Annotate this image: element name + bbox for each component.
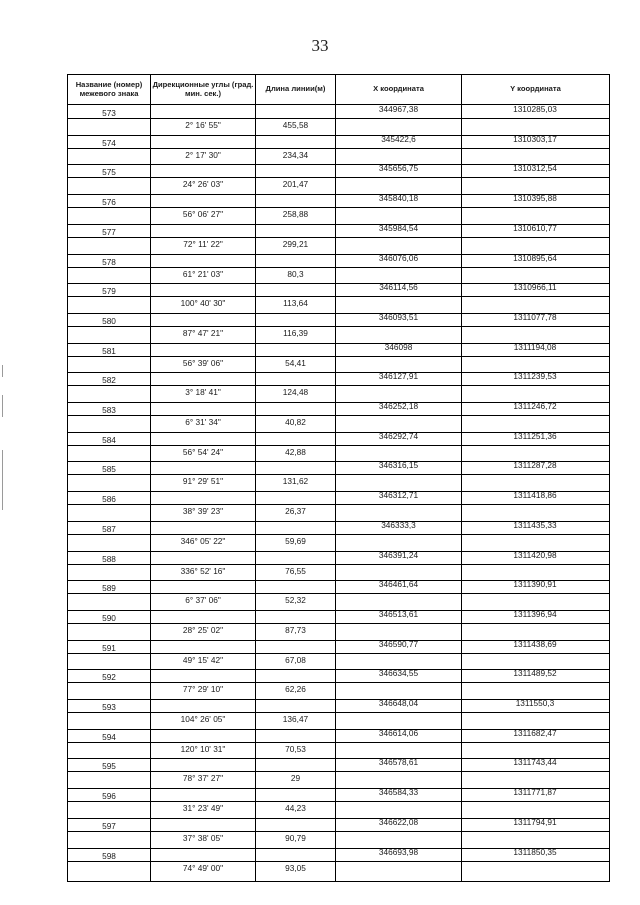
x-coordinate-cell: 346333,3 <box>381 519 416 530</box>
row-divider <box>68 593 609 594</box>
row-divider <box>68 742 609 743</box>
table-row <box>68 640 609 670</box>
y-coordinate-cell: 1311287,28 <box>513 460 557 471</box>
table-row <box>68 848 609 878</box>
point-name-cell: 573 <box>102 108 116 118</box>
y-coordinate-cell: 1311420,98 <box>513 549 557 560</box>
y-coordinate-cell: 1311246,72 <box>513 401 557 411</box>
line-length-cell: 29 <box>290 773 301 784</box>
line-length-cell: 455,58 <box>282 120 309 130</box>
line-length-cell: 54,41 <box>285 357 306 368</box>
row-divider <box>68 712 609 713</box>
table-row <box>68 758 609 788</box>
x-coordinate-cell: 346693,98 <box>378 846 419 857</box>
table-row <box>68 254 609 284</box>
point-name-cell: 594 <box>102 731 116 742</box>
direction-angle-cell: 61° 21' 03" <box>182 268 224 279</box>
line-length-cell: 201,47 <box>282 179 309 190</box>
y-coordinate-cell: 1311771,87 <box>513 787 557 798</box>
x-coordinate-cell: 345840,18 <box>378 193 419 204</box>
table-row <box>68 669 609 699</box>
x-coordinate-cell: 346312,71 <box>378 490 419 501</box>
table-row <box>68 105 609 135</box>
y-coordinate-cell: 1310303,17 <box>513 133 557 144</box>
point-name-cell: 597 <box>102 820 116 831</box>
point-name-cell: 584 <box>102 434 116 445</box>
line-length-cell: 52,32 <box>285 595 306 606</box>
x-coordinate-cell: 345422,6 <box>381 133 416 144</box>
point-name-cell: 596 <box>102 791 116 802</box>
point-name-cell: 576 <box>102 197 116 208</box>
header-line-length: Длина линии(м) <box>256 75 336 105</box>
row-divider <box>68 148 609 149</box>
x-coordinate-cell: 344967,38 <box>378 104 419 114</box>
direction-angle-cell: 24° 26' 03" <box>182 179 224 190</box>
y-coordinate-cell: 1311550,3 <box>515 698 555 708</box>
line-length-cell: 299,21 <box>282 238 309 249</box>
direction-angle-cell: 56° 06' 27" <box>182 209 224 220</box>
line-length-cell: 93,05 <box>285 862 306 873</box>
line-length-cell: 70,53 <box>285 743 306 754</box>
point-name-cell: 586 <box>102 494 116 505</box>
x-coordinate-cell: 346614,06 <box>378 727 419 738</box>
y-coordinate-cell: 1311850,35 <box>513 846 557 857</box>
line-length-cell: 44,23 <box>285 803 306 814</box>
point-name-cell: 598 <box>102 850 116 861</box>
direction-angle-cell: 3° 18' 41" <box>185 387 221 398</box>
point-name-cell: 574 <box>102 137 116 148</box>
x-coordinate-cell: 346076,06 <box>378 252 419 263</box>
x-coordinate-cell: 345656,75 <box>378 163 419 174</box>
table-row <box>68 699 609 729</box>
x-coordinate-cell: 346578,61 <box>378 757 419 768</box>
line-length-cell: 90,79 <box>285 832 306 843</box>
direction-angle-cell: 100° 40' 30" <box>180 298 226 309</box>
y-coordinate-cell: 1311239,53 <box>513 371 557 382</box>
table-row <box>68 818 609 848</box>
point-name-cell: 575 <box>102 167 116 178</box>
row-divider <box>68 118 609 119</box>
table-row <box>68 194 609 224</box>
boundary-coordinates-table <box>67 74 610 882</box>
direction-angle-cell: 49° 15' 42" <box>182 654 224 665</box>
page-number: 33 <box>311 36 329 55</box>
direction-angle-cell: 56° 54' 24" <box>182 446 224 457</box>
line-length-cell: 131,62 <box>282 476 309 487</box>
table-row <box>68 461 609 491</box>
table-row <box>68 313 609 343</box>
header-y-coordinate: Y координата <box>462 75 609 105</box>
line-length-cell: 124,48 <box>282 387 309 398</box>
table-row <box>68 521 609 551</box>
row-divider <box>68 504 609 505</box>
point-name-cell: 591 <box>102 642 116 653</box>
direction-angle-cell: 2° 16' 55" <box>185 120 221 130</box>
x-coordinate-cell: 346584,33 <box>378 787 419 798</box>
line-length-cell: 40,82 <box>285 417 306 427</box>
line-length-cell: 67,08 <box>285 654 306 665</box>
row-divider <box>68 801 609 802</box>
direction-angle-cell: 78° 37' 27" <box>182 773 224 784</box>
y-coordinate-cell: 1310895,64 <box>513 252 557 263</box>
row-divider <box>68 267 609 268</box>
x-coordinate-cell: 346590,77 <box>378 638 419 649</box>
y-coordinate-cell: 1311682,47 <box>513 727 557 738</box>
y-coordinate-cell: 1310395,88 <box>513 193 557 204</box>
row-divider <box>68 682 609 683</box>
line-length-cell: 87,73 <box>285 624 306 635</box>
row-divider <box>68 326 609 327</box>
y-coordinate-cell: 1311489,52 <box>513 668 557 679</box>
y-coordinate-cell: 1311418,86 <box>513 490 557 501</box>
direction-angle-cell: 38° 39' 23" <box>182 506 224 517</box>
line-length-cell: 136,47 <box>282 714 309 724</box>
point-name-cell: 578 <box>102 256 116 267</box>
table-row <box>68 491 609 521</box>
row-divider <box>68 831 609 832</box>
row-divider <box>68 564 609 565</box>
direction-angle-cell: 346° 05' 22" <box>180 535 226 546</box>
x-coordinate-cell: 345984,54 <box>378 222 419 233</box>
x-coordinate-cell: 346127,91 <box>378 371 419 382</box>
line-length-cell: 42,88 <box>285 446 306 457</box>
line-length-cell: 62,26 <box>285 684 306 695</box>
y-coordinate-cell: 1310966,11 <box>513 282 557 293</box>
table-row <box>68 729 609 759</box>
x-coordinate-cell: 346622,08 <box>378 816 419 827</box>
row-divider <box>68 415 609 416</box>
x-coordinate-cell: 346391,24 <box>378 549 419 560</box>
y-coordinate-cell: 1310285,03 <box>513 104 557 114</box>
x-coordinate-cell: 346316,15 <box>378 460 419 471</box>
y-coordinate-cell: 1311396,94 <box>513 608 557 619</box>
point-name-cell: 588 <box>102 553 116 564</box>
row-divider <box>68 296 609 297</box>
table-row <box>68 224 609 254</box>
direction-angle-cell: 91° 29' 51" <box>182 476 224 487</box>
x-coordinate-cell: 346098 <box>384 341 413 352</box>
row-divider <box>68 623 609 624</box>
point-name-cell: 582 <box>102 375 116 386</box>
x-coordinate-cell: 346648,04 <box>378 698 419 708</box>
table-row <box>68 551 609 581</box>
row-divider <box>68 207 609 208</box>
x-coordinate-cell: 346513,61 <box>378 608 419 619</box>
scan-margin-mark <box>2 395 3 417</box>
row-divider <box>68 237 609 238</box>
point-name-cell: 587 <box>102 523 116 534</box>
y-coordinate-cell: 1310312,54 <box>513 163 557 174</box>
direction-angle-cell: 2° 17' 30" <box>185 149 221 160</box>
y-coordinate-cell: 1311077,78 <box>513 311 557 322</box>
y-coordinate-cell: 1311194,08 <box>513 341 557 352</box>
point-name-cell: 595 <box>102 761 116 772</box>
direction-angle-cell: 6° 37' 06" <box>185 595 221 606</box>
x-coordinate-cell: 346461,64 <box>378 579 419 590</box>
y-coordinate-cell: 1311438,69 <box>513 638 557 649</box>
point-name-cell: 583 <box>102 405 116 415</box>
scan-margin-mark <box>2 450 3 510</box>
line-length-cell: 116,39 <box>283 327 308 338</box>
point-name-cell: 589 <box>102 583 116 594</box>
line-length-cell: 76,55 <box>285 565 306 576</box>
table-row <box>68 135 609 165</box>
table-row <box>68 283 609 313</box>
header-x-coordinate: X координата <box>336 75 462 105</box>
table-row <box>68 372 609 402</box>
x-coordinate-cell: 346634,55 <box>378 668 419 679</box>
direction-angle-cell: 336° 52' 16" <box>180 565 226 576</box>
line-length-cell: 59,69 <box>285 535 306 546</box>
row-divider <box>68 356 609 357</box>
y-coordinate-cell: 1311743,44 <box>513 757 557 768</box>
direction-angle-cell: 28° 25' 02" <box>182 624 224 635</box>
table-row <box>68 610 609 640</box>
table-row <box>68 402 609 432</box>
x-coordinate-cell: 346093,51 <box>378 311 419 322</box>
table-row <box>68 580 609 610</box>
direction-angle-cell: 31° 23' 49" <box>182 803 224 814</box>
direction-angle-cell: 37° 38' 05" <box>182 832 224 843</box>
y-coordinate-cell: 1310610,77 <box>513 222 557 233</box>
line-length-cell: 80,3 <box>287 268 304 279</box>
point-name-cell: 590 <box>102 612 116 623</box>
row-divider <box>68 861 609 862</box>
x-coordinate-cell: 346252,18 <box>378 401 419 411</box>
direction-angle-cell: 72° 11' 22" <box>183 238 223 249</box>
row-divider <box>68 474 609 475</box>
table-row <box>68 343 609 373</box>
row-divider <box>68 177 609 178</box>
direction-angle-cell: 104° 26' 05" <box>180 714 226 724</box>
row-divider <box>68 445 609 446</box>
direction-angle-cell: 74° 49' 00" <box>182 862 224 873</box>
direction-angle-cell: 87° 47' 21" <box>182 327 224 338</box>
line-length-cell: 26,37 <box>285 506 306 517</box>
header-direction-angle: Дирекционные углы (град. мин. сек.) <box>151 75 256 105</box>
scan-margin-mark <box>2 365 3 377</box>
line-length-cell: 234,34 <box>282 149 309 160</box>
point-name-cell: 579 <box>102 286 116 297</box>
direction-angle-cell: 6° 31' 34" <box>185 417 221 427</box>
point-name-cell: 581 <box>102 345 116 356</box>
table-row <box>68 788 609 818</box>
header-point-name: Название (номер) межевого знака <box>68 75 151 105</box>
table-row <box>68 432 609 462</box>
direction-angle-cell: 77° 29' 10" <box>182 684 224 695</box>
table-row <box>68 164 609 194</box>
point-name-cell: 580 <box>102 315 116 326</box>
point-name-cell: 577 <box>102 226 116 237</box>
direction-angle-cell: 120° 10' 31" <box>180 743 226 754</box>
point-name-cell: 585 <box>102 464 116 475</box>
y-coordinate-cell: 1311794,91 <box>513 816 557 827</box>
line-length-cell: 113,64 <box>283 298 308 309</box>
row-divider <box>68 534 609 535</box>
line-length-cell: 258,88 <box>282 209 309 220</box>
x-coordinate-cell: 346114,56 <box>379 282 418 293</box>
point-name-cell: 593 <box>102 702 116 712</box>
direction-angle-cell: 56° 39' 06" <box>182 357 224 368</box>
x-coordinate-cell: 346292,74 <box>378 430 419 441</box>
row-divider <box>68 771 609 772</box>
y-coordinate-cell: 1311251,36 <box>513 430 557 441</box>
y-coordinate-cell: 1311435,33 <box>513 519 557 530</box>
y-coordinate-cell: 1311390,91 <box>513 579 557 590</box>
row-divider <box>68 385 609 386</box>
point-name-cell: 592 <box>102 672 116 683</box>
row-divider <box>68 653 609 654</box>
